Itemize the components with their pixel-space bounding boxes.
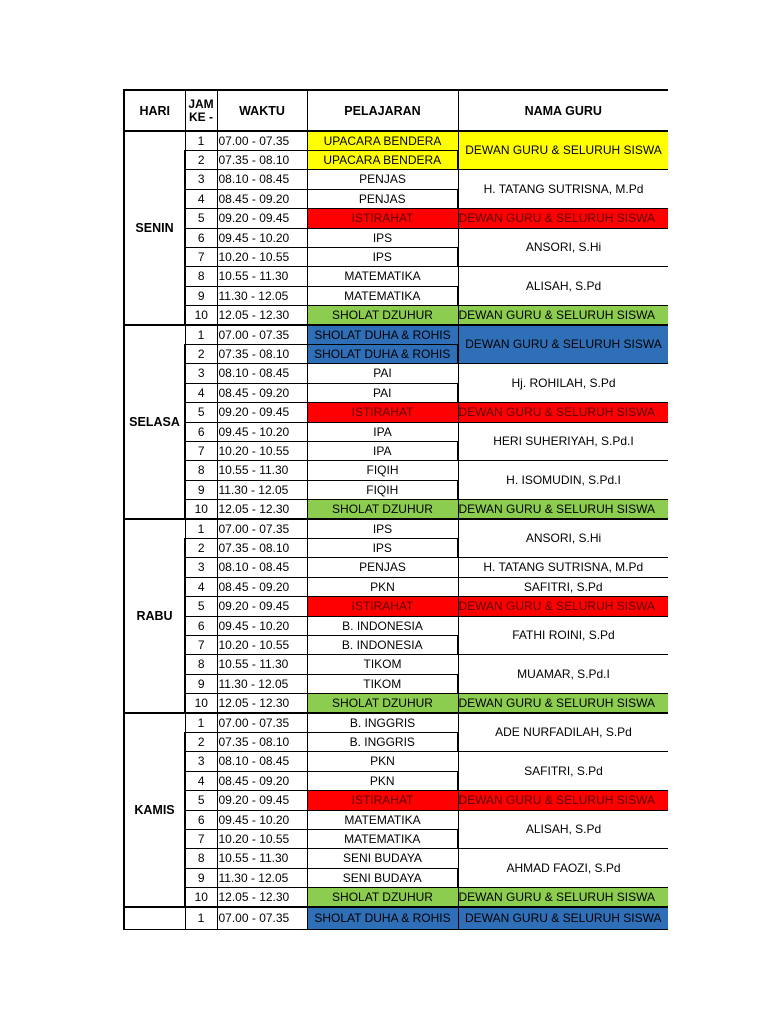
pelajaran-cell: SHOLAT DZUHUR xyxy=(307,305,458,325)
pelajaran-cell: PENJAS xyxy=(307,189,458,208)
pelajaran-cell: MATEMATIKA xyxy=(307,810,458,829)
jam-ke-cell: 6 xyxy=(185,616,217,635)
waktu-cell: 07.00 - 07.35 xyxy=(217,131,307,150)
waktu-cell: 10.20 - 10.55 xyxy=(217,635,307,654)
schedule-row xyxy=(124,363,668,383)
pelajaran-cell: ISTIRAHAT xyxy=(307,596,458,616)
jam-ke-cell: 8 xyxy=(185,654,217,674)
pelajaran-cell: FIQIH xyxy=(307,480,458,499)
pelajaran-cell: ISTIRAHAT xyxy=(307,208,458,228)
waktu-cell: 10.55 - 11.30 xyxy=(217,654,307,674)
nama-guru-cell: Hj. ROHILAH, S.Pd xyxy=(458,363,668,402)
schedule-row xyxy=(124,519,668,538)
jam-ke-cell: 9 xyxy=(185,286,217,305)
jam-ke-cell: 1 xyxy=(185,325,217,344)
jam-ke-cell: 8 xyxy=(185,848,217,868)
schedule-body xyxy=(124,131,668,929)
pelajaran-cell: IPA xyxy=(307,422,458,441)
waktu-cell: 09.20 - 09.45 xyxy=(217,208,307,228)
pelajaran-cell: SHOLAT DZUHUR xyxy=(307,887,458,907)
nama-guru-cell: DEWAN GURU & SELURUH SISWA xyxy=(458,499,668,519)
header-nama-guru: NAMA GURU xyxy=(458,90,668,131)
schedule-row xyxy=(124,596,668,616)
day-name xyxy=(124,907,185,929)
pelajaran-cell: UPACARA BENDERA xyxy=(307,150,458,169)
schedule-row xyxy=(124,693,668,713)
pelajaran-cell: IPS xyxy=(307,247,458,266)
nama-guru-cell: DEWAN GURU & SELURUH SISWA xyxy=(458,402,668,422)
header-hari: HARI xyxy=(124,90,185,131)
nama-guru-cell: DEWAN GURU & SELURUH SISWA xyxy=(458,790,668,810)
pelajaran-cell: B. INDONESIA xyxy=(307,635,458,654)
pelajaran-cell: FIQIH xyxy=(307,460,458,480)
waktu-cell: 07.00 - 07.35 xyxy=(217,907,307,929)
jam-ke-cell: 10 xyxy=(185,499,217,519)
waktu-cell: 09.45 - 10.20 xyxy=(217,810,307,829)
waktu-cell: 12.05 - 12.30 xyxy=(217,693,307,713)
jam-ke-cell: 10 xyxy=(185,693,217,713)
header-jam-line2: KE - xyxy=(189,109,213,124)
header-jam-ke xyxy=(185,90,217,131)
jam-ke-cell: 2 xyxy=(185,538,217,557)
waktu-cell: 08.10 - 08.45 xyxy=(217,169,307,189)
pelajaran-cell: PAI xyxy=(307,383,458,402)
nama-guru-cell: H. TATANG SUTRISNA, M.Pd xyxy=(458,169,668,208)
jam-ke-cell: 5 xyxy=(185,208,217,228)
waktu-cell: 09.20 - 09.45 xyxy=(217,790,307,810)
jam-ke-cell: 3 xyxy=(185,557,217,577)
jam-ke-cell: 4 xyxy=(185,189,217,208)
day-name: KAMIS xyxy=(124,713,185,907)
waktu-cell: 07.00 - 07.35 xyxy=(217,519,307,538)
nama-guru-cell: SAFITRI, S.Pd xyxy=(458,751,668,790)
schedule-row xyxy=(124,402,668,422)
pelajaran-cell: PKN xyxy=(307,577,458,596)
jam-ke-cell: 7 xyxy=(185,247,217,266)
schedule-row xyxy=(124,422,668,441)
nama-guru-cell: DEWAN GURU & SELURUH SISWA xyxy=(458,325,668,363)
waktu-cell: 08.45 - 09.20 xyxy=(217,771,307,790)
jam-ke-cell: 2 xyxy=(185,344,217,363)
schedule-row xyxy=(124,557,668,577)
pelajaran-cell: PKN xyxy=(307,771,458,790)
pelajaran-cell: PAI xyxy=(307,363,458,383)
pelajaran-cell: SENI BUDAYA xyxy=(307,868,458,887)
waktu-cell: 07.35 - 08.10 xyxy=(217,150,307,169)
jam-ke-cell: 2 xyxy=(185,150,217,169)
nama-guru-cell: MUAMAR, S.Pd.I xyxy=(458,654,668,693)
schedule-row xyxy=(124,499,668,519)
jam-ke-cell: 7 xyxy=(185,635,217,654)
schedule-row xyxy=(124,887,668,907)
nama-guru-cell: ANSORI, S.Hi xyxy=(458,519,668,557)
nama-guru-cell: DEWAN GURU & SELURUH SISWA xyxy=(458,596,668,616)
waktu-cell: 11.30 - 12.05 xyxy=(217,674,307,693)
waktu-cell: 08.10 - 08.45 xyxy=(217,363,307,383)
pelajaran-cell: SHOLAT DUHA & ROHIS xyxy=(307,325,458,344)
pelajaran-cell: B. INGGRIS xyxy=(307,732,458,751)
waktu-cell: 12.05 - 12.30 xyxy=(217,499,307,519)
pelajaran-cell: SHOLAT DUHA & ROHIS xyxy=(307,907,458,929)
header-row xyxy=(124,90,668,131)
waktu-cell: 07.00 - 07.35 xyxy=(217,713,307,732)
schedule-row xyxy=(124,810,668,829)
schedule-row xyxy=(124,790,668,810)
nama-guru-cell: ANSORI, S.Hi xyxy=(458,228,668,266)
jam-ke-cell: 8 xyxy=(185,460,217,480)
pelajaran-cell: TIKOM xyxy=(307,654,458,674)
schedule-row xyxy=(124,713,668,732)
waktu-cell: 10.20 - 10.55 xyxy=(217,247,307,266)
schedule-row xyxy=(124,577,668,596)
schedule-row xyxy=(124,325,668,344)
pelajaran-cell: SENI BUDAYA xyxy=(307,848,458,868)
schedule-row xyxy=(124,751,668,771)
jam-ke-cell: 5 xyxy=(185,790,217,810)
pelajaran-cell: B. INDONESIA xyxy=(307,616,458,635)
pelajaran-cell: IPS xyxy=(307,519,458,538)
pelajaran-cell: SHOLAT DUHA & ROHIS xyxy=(307,344,458,363)
schedule-table xyxy=(123,89,668,930)
jam-ke-cell: 7 xyxy=(185,441,217,460)
waktu-cell: 12.05 - 12.30 xyxy=(217,305,307,325)
nama-guru-cell: H. ISOMUDIN, S.Pd.I xyxy=(458,460,668,499)
jam-ke-cell: 1 xyxy=(185,713,217,732)
pelajaran-cell: ISTIRAHAT xyxy=(307,790,458,810)
waktu-cell: 11.30 - 12.05 xyxy=(217,286,307,305)
nama-guru-cell: DEWAN GURU & SELURUH SISWA xyxy=(458,305,668,325)
waktu-cell: 07.35 - 08.10 xyxy=(217,344,307,363)
pelajaran-cell: PENJAS xyxy=(307,169,458,189)
schedule-row xyxy=(124,848,668,868)
pelajaran-cell: UPACARA BENDERA xyxy=(307,131,458,150)
jam-ke-cell: 6 xyxy=(185,422,217,441)
jam-ke-cell: 9 xyxy=(185,674,217,693)
schedule-row xyxy=(124,208,668,228)
nama-guru-cell: DEWAN GURU & SELURUH SISWA xyxy=(458,693,668,713)
jam-ke-cell: 8 xyxy=(185,266,217,286)
waktu-cell: 07.35 - 08.10 xyxy=(217,732,307,751)
schedule-row xyxy=(124,907,668,929)
pelajaran-cell: TIKOM xyxy=(307,674,458,693)
waktu-cell: 10.55 - 11.30 xyxy=(217,266,307,286)
jam-ke-cell: 6 xyxy=(185,228,217,247)
jam-ke-cell: 3 xyxy=(185,169,217,189)
day-name: SELASA xyxy=(124,325,185,519)
schedule-row xyxy=(124,616,668,635)
schedule-row xyxy=(124,131,668,150)
waktu-cell: 08.45 - 09.20 xyxy=(217,383,307,402)
nama-guru-cell: AHMAD FAOZI, S.Pd xyxy=(458,848,668,887)
jam-ke-cell: 4 xyxy=(185,771,217,790)
waktu-cell: 09.20 - 09.45 xyxy=(217,402,307,422)
jam-ke-cell: 3 xyxy=(185,363,217,383)
schedule-row xyxy=(124,305,668,325)
waktu-cell: 07.35 - 08.10 xyxy=(217,538,307,557)
jam-ke-cell: 4 xyxy=(185,577,217,596)
waktu-cell: 08.45 - 09.20 xyxy=(217,189,307,208)
pelajaran-cell: SHOLAT DZUHUR xyxy=(307,693,458,713)
nama-guru-cell: DEWAN GURU & SELURUH SISWA xyxy=(458,208,668,228)
nama-guru-cell: DEWAN GURU & SELURUH SISWA xyxy=(458,907,668,929)
nama-guru-cell: DEWAN GURU & SELURUH SISWA xyxy=(458,887,668,907)
jam-ke-cell: 5 xyxy=(185,402,217,422)
header-jam-line1: JAM xyxy=(188,96,214,111)
nama-guru-cell: SAFITRI, S.Pd xyxy=(458,577,668,596)
pelajaran-cell: ISTIRAHAT xyxy=(307,402,458,422)
nama-guru-cell: ALISAH, S.Pd xyxy=(458,810,668,848)
jam-ke-cell: 9 xyxy=(185,480,217,499)
waktu-cell: 08.45 - 09.20 xyxy=(217,577,307,596)
waktu-cell: 12.05 - 12.30 xyxy=(217,887,307,907)
header-waktu: WAKTU xyxy=(217,90,307,131)
schedule-row xyxy=(124,266,668,286)
waktu-cell: 09.20 - 09.45 xyxy=(217,596,307,616)
waktu-cell: 10.20 - 10.55 xyxy=(217,829,307,848)
waktu-cell: 08.10 - 08.45 xyxy=(217,751,307,771)
nama-guru-cell: H. TATANG SUTRISNA, M.Pd xyxy=(458,557,668,577)
waktu-cell: 11.30 - 12.05 xyxy=(217,480,307,499)
jam-ke-cell: 9 xyxy=(185,868,217,887)
nama-guru-cell: ADE NURFADILAH, S.Pd xyxy=(458,713,668,751)
waktu-cell: 10.55 - 11.30 xyxy=(217,460,307,480)
pelajaran-cell: MATEMATIKA xyxy=(307,286,458,305)
jam-ke-cell: 1 xyxy=(185,907,217,929)
waktu-cell: 10.20 - 10.55 xyxy=(217,441,307,460)
jam-ke-cell: 2 xyxy=(185,732,217,751)
jam-ke-cell: 7 xyxy=(185,829,217,848)
jam-ke-cell: 4 xyxy=(185,383,217,402)
pelajaran-cell: IPA xyxy=(307,441,458,460)
schedule-sheet xyxy=(123,89,668,940)
nama-guru-cell: DEWAN GURU & SELURUH SISWA xyxy=(458,131,668,169)
waktu-cell: 07.00 - 07.35 xyxy=(217,325,307,344)
waktu-cell: 09.45 - 10.20 xyxy=(217,228,307,247)
day-name: SENIN xyxy=(124,131,185,325)
jam-ke-cell: 6 xyxy=(185,810,217,829)
nama-guru-cell: FATHI ROINI, S.Pd xyxy=(458,616,668,654)
pelajaran-cell: SHOLAT DZUHUR xyxy=(307,499,458,519)
schedule-row xyxy=(124,228,668,247)
jam-ke-cell: 10 xyxy=(185,887,217,907)
waktu-cell: 08.10 - 08.45 xyxy=(217,557,307,577)
pelajaran-cell: MATEMATIKA xyxy=(307,829,458,848)
schedule-row xyxy=(124,169,668,189)
jam-ke-cell: 1 xyxy=(185,131,217,150)
waktu-cell: 10.55 - 11.30 xyxy=(217,848,307,868)
pelajaran-cell: MATEMATIKA xyxy=(307,266,458,286)
nama-guru-cell: HERI SUHERIYAH, S.Pd.I xyxy=(458,422,668,460)
day-name: RABU xyxy=(124,519,185,713)
nama-guru-cell: ALISAH, S.Pd xyxy=(458,266,668,305)
waktu-cell: 09.45 - 10.20 xyxy=(217,616,307,635)
pelajaran-cell: PKN xyxy=(307,751,458,771)
jam-ke-cell: 1 xyxy=(185,519,217,538)
pelajaran-cell: IPS xyxy=(307,538,458,557)
jam-ke-cell: 3 xyxy=(185,751,217,771)
waktu-cell: 11.30 - 12.05 xyxy=(217,868,307,887)
schedule-row xyxy=(124,654,668,674)
pelajaran-cell: B. INGGRIS xyxy=(307,713,458,732)
jam-ke-cell: 10 xyxy=(185,305,217,325)
jam-ke-cell: 5 xyxy=(185,596,217,616)
pelajaran-cell: IPS xyxy=(307,228,458,247)
waktu-cell: 09.45 - 10.20 xyxy=(217,422,307,441)
header-pelajaran: PELAJARAN xyxy=(307,90,458,131)
pelajaran-cell: PENJAS xyxy=(307,557,458,577)
schedule-row xyxy=(124,460,668,480)
